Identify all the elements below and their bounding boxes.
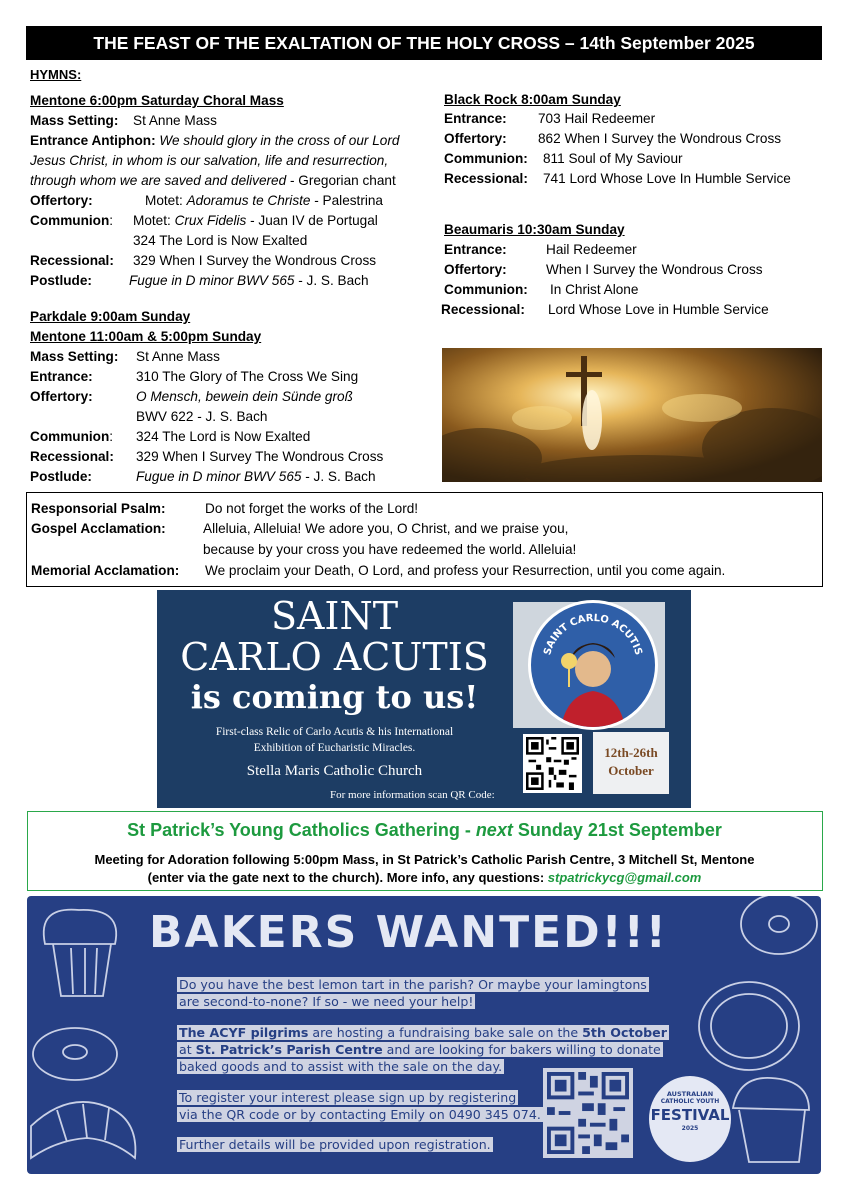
relic-text: First-class Relic of Carlo Acutis & his International <box>215 726 454 738</box>
bakers-text: To register your interest please sign up by registering <box>179 1090 517 1105</box>
antiphon-credit: - Gregorian chant <box>286 173 396 188</box>
month-text: October <box>608 763 654 778</box>
carlo-acutis-banner <box>157 590 691 808</box>
communion-title: Crux Fidelis <box>174 213 247 228</box>
communion-prefix: Motet: <box>133 213 175 228</box>
bakers-text <box>177 1042 663 1057</box>
section-heading: Beaumaris 10:30am Sunday <box>444 222 625 237</box>
youth-email-link[interactable]: stpatrickycg@gmail.com <box>547 870 702 885</box>
bakers-bold: St. Patrick’s Parish Centre <box>195 1042 383 1057</box>
entrance-antiphon <box>30 131 399 151</box>
entrance-label: Entrance: <box>444 242 507 257</box>
cupcake-icon <box>733 1078 809 1162</box>
communion-value: 324 The Lord is Now Exalted <box>136 429 311 444</box>
communion-colon: : <box>109 213 114 228</box>
festival-text: CATHOLIC YOUTH <box>660 1098 720 1105</box>
section-heading: Mentone 11:00am & 5:00pm Sunday <box>30 329 262 344</box>
recessional-label: Recessional: <box>30 449 114 464</box>
bakers-qr-code[interactable] <box>543 1068 633 1158</box>
postlude-value <box>136 467 376 487</box>
festival-text: 2025 <box>681 1125 699 1132</box>
recessional-label: Recessional: <box>444 171 528 186</box>
bakers-details <box>177 1041 663 1058</box>
holy-cross-painting <box>442 348 822 482</box>
section-heading: Mentone 6:00pm Saturday Choral Mass <box>30 93 284 108</box>
antiphon-label: Entrance Antiphon: <box>30 133 156 148</box>
bakers-text <box>177 1025 669 1040</box>
qr-code[interactable] <box>523 734 582 793</box>
page-title: THE FEAST OF THE EXALTATION OF THE HOLY CROSS – 14th September 2025 <box>26 26 822 60</box>
bakers-register <box>177 1106 543 1123</box>
svg-text:SAINT CARLO ACUTIS: SAINT CARLO ACUTIS <box>542 612 644 657</box>
youth-title-text: St Patrick’s Young Catholics Gathering - <box>127 820 476 840</box>
offertory-value: 862 When I Survey the Wondrous Cross <box>538 131 782 146</box>
bakers-text: and are looking for bakers willing to donate <box>382 1042 661 1057</box>
qr-code-icon <box>547 1072 629 1154</box>
offertory-title: Adoramus te Christe <box>186 193 311 208</box>
bakers-text: are second-to-none? If so - we need your help! <box>179 994 474 1009</box>
banner-heading-2: CARLO ACUTIS <box>180 635 489 679</box>
youth-title-date: Sunday 21st September <box>512 820 722 840</box>
offertory-label: Offertory: <box>30 389 93 404</box>
psalm-text: Do not forget the works of the Lord! <box>205 501 419 516</box>
bakers-register <box>177 1089 518 1106</box>
recessional-value: 741 Lord Whose Love In Humble Service <box>543 171 791 186</box>
festival-text: FESTIVAL <box>650 1106 730 1124</box>
communion-hymn: 324 The Lord is Now Exalted <box>133 233 308 248</box>
mass-setting-value: St Anne Mass <box>136 349 220 364</box>
dates-text: 12th-26th <box>604 745 658 760</box>
offertory-value: O Mensch, bewein dein Sünde groß <box>136 389 353 404</box>
memorial-label: Memorial Acclamation: <box>31 563 180 578</box>
offertory-credit: BWV 622 - J. S. Bach <box>136 409 268 424</box>
postlude-value <box>129 271 369 291</box>
banner-heading-3: is coming to us! <box>190 678 479 716</box>
entrance-label: Entrance: <box>444 111 507 126</box>
offertory-credit: - Palestrina <box>310 193 383 208</box>
communion-label-text: Communion <box>30 429 110 444</box>
communion-label: Communion: <box>444 151 528 166</box>
festival-text: AUSTRALIAN <box>666 1090 714 1098</box>
section-heading: Black Rock 8:00am Sunday <box>444 92 621 107</box>
recessional-label: Recessional: <box>30 253 114 268</box>
recessional-value: 329 When I Survey the Wondrous Cross <box>133 253 377 268</box>
youth-contact-text: (enter via the gate next to the church). More info, any questions: <box>147 870 548 885</box>
communion-credit: - Juan IV de Portugal <box>246 213 378 228</box>
postlude-title: Fugue in D minor BWV 565 <box>136 469 302 484</box>
bakers-text: Further details will be provided upon registration. <box>179 1137 491 1152</box>
bakers-text: Do you have the best lemon tart in the parish? Or maybe your lamingtons <box>179 977 647 992</box>
entrance-value: 703 Hail Redeemer <box>538 111 656 126</box>
offertory-prefix: Motet: <box>145 193 187 208</box>
banner-heading-1: SAINT <box>270 594 399 638</box>
entrance-value: 310 The Glory of The Cross We Sing <box>136 369 359 384</box>
gospel-label: Gospel Acclamation: <box>31 521 166 536</box>
offertory-label: Offertory: <box>444 262 507 277</box>
bakers-wanted-banner <box>27 896 821 1174</box>
offertory-value <box>145 191 383 211</box>
communion-value <box>133 211 378 231</box>
section-heading: Parkdale 9:00am Sunday <box>30 309 191 324</box>
painting-image <box>442 348 822 482</box>
croissant-icon <box>31 1102 135 1158</box>
bakers-text: at <box>179 1042 196 1057</box>
offertory-label: Offertory: <box>30 193 93 208</box>
gospel-text: because by your cross you have redeemed the world. Alleluia! <box>203 542 577 557</box>
communion-value: 811 Soul of My Saviour <box>543 151 683 166</box>
bakers-title: BAKERS WANTED!!! <box>149 907 668 958</box>
postlude-label: Postlude: <box>30 469 92 484</box>
bakers-further <box>177 1136 493 1153</box>
dates-box <box>593 732 669 794</box>
communion-value: In Christ Alone <box>550 282 639 297</box>
youth-details <box>28 869 821 887</box>
bakers-details <box>177 1024 669 1041</box>
recessional-label: Recessional: <box>441 302 525 317</box>
youth-details: Meeting for Adoration following 5:00pm Mass, in St Patrick’s Catholic Parish Centre, 3 Mitchell St, Mentone <box>94 852 755 867</box>
psalm-label: Responsorial Psalm: <box>31 501 166 516</box>
youth-title-next: next <box>475 820 513 840</box>
bakers-bold: The ACYF pilgrims <box>179 1025 309 1040</box>
postlude-title: Fugue in D minor BWV 565 <box>129 273 295 288</box>
acyf-festival-logo <box>649 1076 731 1162</box>
youth-title <box>28 819 821 841</box>
bakers-text: are hosting a fundraising bake sale on the <box>308 1025 583 1040</box>
recessional-value: Lord Whose Love in Humble Service <box>548 302 769 317</box>
antiphon-text <box>30 171 396 191</box>
bakers-details <box>177 1058 504 1075</box>
cupcake-icon <box>44 910 117 996</box>
acclamations-box <box>26 492 823 587</box>
entrance-label: Entrance: <box>30 369 93 384</box>
bakers-intro <box>177 976 649 993</box>
church-name: Stella Maris Catholic Church <box>246 763 423 779</box>
antiphon-line: through whom we are saved and delivered <box>30 173 287 188</box>
mass-setting-label: Mass Setting: <box>30 349 119 364</box>
hymns-label: HYMNS: <box>30 67 82 82</box>
carlo-portrait-icon <box>531 603 655 727</box>
more-info-text: For more information scan QR Code: <box>330 789 495 801</box>
offertory-label: Offertory: <box>444 131 507 146</box>
antiphon-text: Jesus Christ, in whom is our salvation, life and resurrection, <box>30 153 389 168</box>
mass-setting-label: Mass Setting: <box>30 113 119 128</box>
recessional-value: 329 When I Survey The Wondrous Cross <box>136 449 384 464</box>
gospel-text: Alleluia, Alleluia! We adore you, O Christ, and we praise you, <box>203 521 569 536</box>
bakers-text: baked goods and to assist with the sale on the day. <box>179 1059 503 1074</box>
communion-label: Communion: <box>444 282 528 297</box>
communion-label-text: Communion <box>30 213 110 228</box>
communion-label <box>30 427 113 447</box>
tart-icon <box>699 982 799 1070</box>
bakers-text: via the QR code or by contacting Emily on 0490 345 074. <box>179 1107 541 1122</box>
postlude-label: Postlude: <box>30 273 92 288</box>
young-catholics-box <box>27 811 823 891</box>
bakers-bold: 5th October <box>582 1025 667 1040</box>
communion-label <box>30 211 113 231</box>
postlude-credit: - J. S. Bach <box>294 273 369 288</box>
entrance-value: Hail Redeemer <box>546 242 637 257</box>
donut-icon <box>33 1028 117 1080</box>
qr-code-icon <box>526 737 579 790</box>
offertory-value: When I Survey the Wondrous Cross <box>546 262 763 277</box>
postlude-credit: - J. S. Bach <box>301 469 376 484</box>
bakers-intro <box>177 993 475 1010</box>
carlo-badge <box>528 600 658 730</box>
bagel-icon <box>741 896 817 954</box>
relic-text: Exhibition of Eucharistic Miracles. <box>253 742 416 754</box>
memorial-text: We proclaim your Death, O Lord, and profess your Resurrection, until you come again. <box>205 563 726 578</box>
mass-setting-value: St Anne Mass <box>133 113 217 128</box>
communion-colon: : <box>109 429 114 444</box>
antiphon-text: We should glory in the cross of our Lord <box>159 133 400 148</box>
